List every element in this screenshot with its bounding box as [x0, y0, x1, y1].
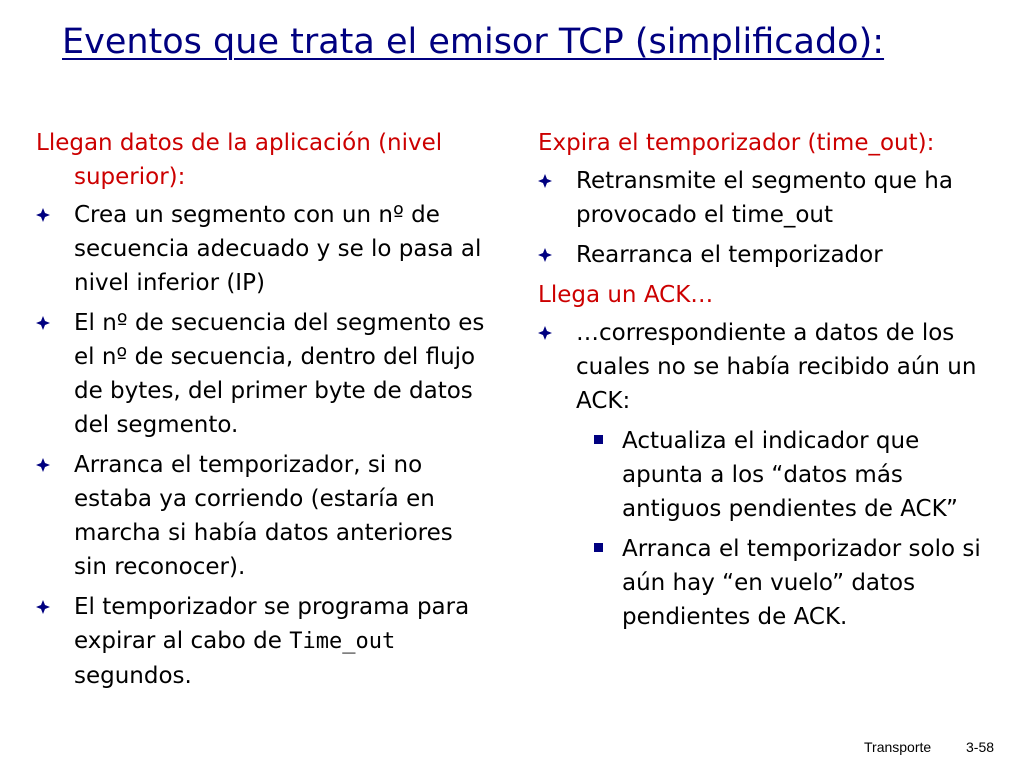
list-item-text: Crea un segmento con un nº de secuencia adecuado y se lo pasa al nivel inferior (IP) [74, 202, 482, 296]
code-text: Time_out [289, 629, 396, 654]
list-item [538, 316, 988, 418]
list-item [36, 448, 486, 584]
left-heading: Llegan datos de la aplicación (nivel superior): [36, 130, 443, 190]
list-item [538, 238, 988, 272]
footer-section: Transporte [864, 739, 932, 755]
square-bullet-icon [594, 435, 603, 444]
list-item [36, 590, 486, 693]
list-item-text: Rearranca el temporizador [576, 242, 883, 268]
sub-list-item [538, 532, 988, 634]
diamond-bullet-icon [538, 248, 552, 262]
list-item-text: Retransmite el segmento que ha provocado el time_out [576, 168, 953, 228]
diamond-bullet-icon [36, 458, 50, 472]
footer-page-number: 3-58 [966, 739, 995, 755]
sub-list-item-text: Arranca el temporizador solo si aún hay “en vuelo” datos pendientes de ACK. [622, 536, 981, 630]
diamond-bullet-icon [36, 208, 50, 222]
list-item-text-end: segundos. [74, 663, 192, 689]
left-column [36, 126, 486, 699]
list-item-text: Arranca el temporizador, si no estaba ya corriendo (estaría en marcha si había datos anteriores sin reconocer). [74, 452, 453, 580]
right-heading-timeout: Expira el temporizador (time_out): [538, 130, 935, 156]
page-title: Eventos que trata el emisor TCP (simplificado): [62, 22, 885, 62]
diamond-bullet-icon [36, 316, 50, 330]
list-item [538, 164, 988, 232]
list-item [36, 198, 486, 300]
sub-list-item-text: Actualiza el indicador que apunta a los “datos más antiguos pendientes de ACK” [622, 428, 958, 522]
right-heading-ack: Llega un ACK… [538, 282, 714, 308]
list-item [36, 306, 486, 442]
list-item-text: El nº de secuencia del segmento es el nº de secuencia, dentro del flujo de bytes, del primer byte de datos del segmento. [74, 310, 485, 438]
list-item-text: …correspondiente a datos de los cuales no se había recibido aún un ACK: [576, 320, 977, 414]
right-column [538, 126, 988, 640]
diamond-bullet-icon [538, 174, 552, 188]
list-item-text: El temporizador se programa para expirar al cabo de [74, 594, 470, 654]
sub-list-item [538, 424, 988, 526]
square-bullet-icon [594, 543, 603, 552]
diamond-bullet-icon [36, 600, 50, 614]
diamond-bullet-icon [538, 326, 552, 340]
